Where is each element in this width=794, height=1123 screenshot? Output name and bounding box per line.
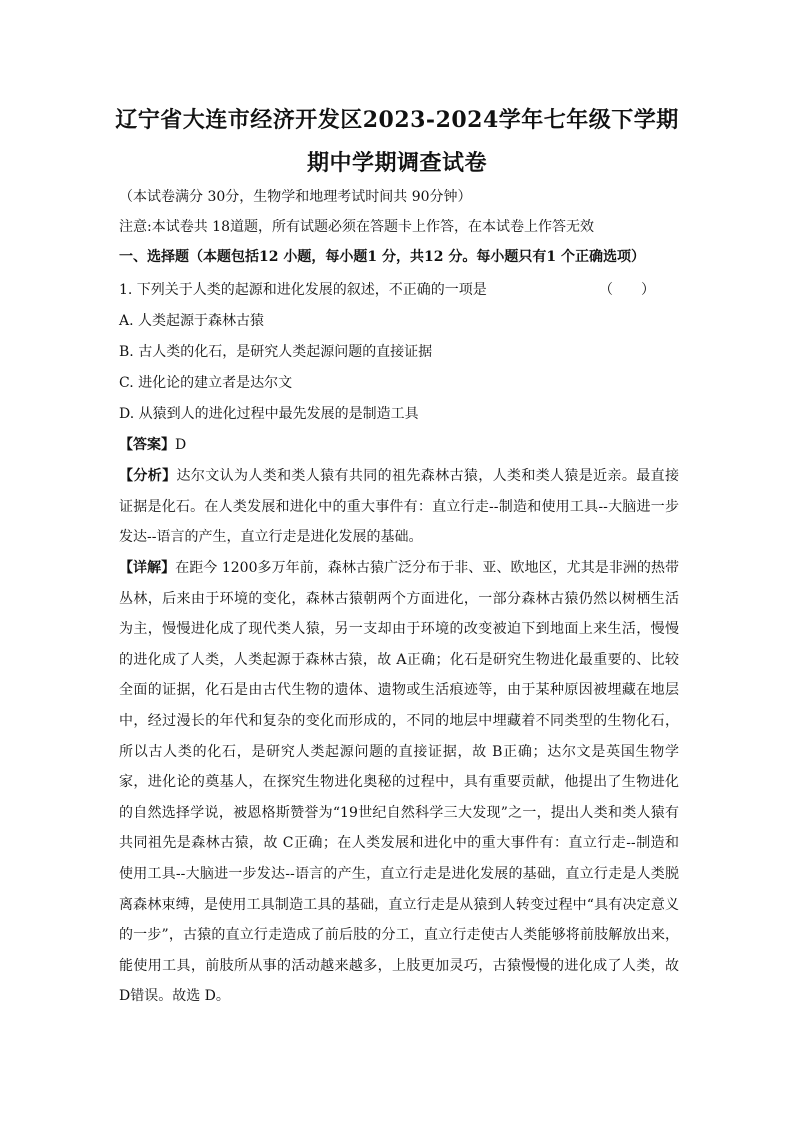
analysis-line: 证据是化石。在人类发展和进化中的重大事件有：直立行走--制造和使用工具--大脑进一步 — [119, 498, 679, 515]
question-1-stem: 1. 下列关于人类的起源和进化发展的叙述，不正确的一项是 — [119, 282, 487, 298]
analysis-line: 发达--语言的产生，直立行走是进化发展的基础。 — [119, 529, 423, 546]
detail-text: 在距今 1200多万年前，森林古猿广泛分布于非、亚、欧地区，尤其是非洲的热带 — [175, 560, 679, 576]
analysis-text: 达尔文认为人类和类人猿有共同的祖先森林古猿，人类和类人猿是近亲。最直接 — [176, 468, 679, 484]
analysis-label: 【分析】 — [119, 468, 177, 484]
detail-paragraph — [119, 553, 679, 1012]
answer-line — [119, 435, 186, 455]
analysis-line — [119, 461, 679, 492]
detail-line: 的一步”，古猿的直立行走造成了前后肢的分工，直立行走使古人类能够将前肢解放出来， — [119, 927, 679, 944]
detail-line: 使用工具--大脑进一步发达--语言的产生，直立行走是进化发展的基础，直立行走是人类脱 — [119, 865, 679, 882]
answer-label: 【答案】 — [119, 437, 175, 453]
document-title-line-1: 辽宁省大连市经济开发区2023-2024学年七年级下学期 — [115, 107, 679, 133]
detail-line: 能使用工具，前肢所从事的活动越来越多，上肢更加灵巧，古猿慢慢的进化成了人类，故 — [119, 957, 679, 974]
detail-line: 中，经过漫长的年代和复杂的变化而形成的，不同的地层中埋藏着不同类型的生物化石， — [119, 712, 679, 729]
analysis-paragraph — [119, 461, 679, 553]
option-d: D. 从猿到人的进化过程中最先发展的是制造工具 — [119, 406, 419, 422]
detail-line: 的进化成了人类，人类起源于森林古猿，故 A正确；化石是研究生物进化最重要的、比较 — [119, 651, 679, 668]
answer-value: D — [175, 437, 187, 453]
detail-line: 丛林，后来由于环境的变化，森林古猿朝两个方面进化，一部分森林古猿仍然以树栖生活 — [119, 590, 679, 607]
detail-label: 【详解】 — [119, 560, 176, 576]
section-heading: 一、选择题（本题包括12 小题，每小题1 分，共12 分。每小题只有1 个正确选项） — [119, 249, 645, 265]
detail-line: 所以古人类的化石，是研究人类起源问题的直接证据，故 B正确；达尔文是英国生物学 — [119, 743, 679, 760]
option-c: C. 进化论的建立者是达尔文 — [119, 375, 293, 391]
detail-line: 离森林束缚，是使用工具制造工具的基础，直立行走是从猿到人转变过程中“具有决定意义 — [119, 896, 679, 913]
detail-line: 家，进化论的奠基人，在探究生物进化奥秘的过程中，具有重要贡献，他提出了生物进化 — [119, 774, 679, 791]
exam-note-score-time: （本试卷满分 30分，生物学和地理考试时间共 90分钟） — [119, 189, 472, 205]
detail-line: 共同祖先是森林古猿，故 C正确；在人类发展和进化中的重大事件有：直立行走--制造和 — [119, 835, 679, 852]
detail-line: D错误。故选 D。 — [119, 988, 230, 1005]
answer-parentheses: （ ） — [599, 282, 655, 298]
document-title-line-2: 期中学期调查试卷 — [306, 150, 487, 176]
detail-line — [119, 553, 679, 584]
option-b: B. 古人类的化石，是研究人类起源问题的直接证据 — [119, 344, 433, 360]
detail-line: 全面的证据，化石是由古代生物的遗体、遗物或生活痕迹等，由于某种原因被埋藏在地层 — [119, 682, 679, 699]
exam-note-instructions: 注意:本试卷共 18道题，所有试题必须在答题卡上作答，在本试卷上作答无效 — [119, 219, 594, 235]
option-a: A. 人类起源于森林古猿 — [119, 313, 265, 329]
detail-line: 的自然选择学说，被恩格斯赞誉为“19世纪自然科学三大发现”之一，提出人类和类人猿有 — [119, 804, 679, 821]
detail-line: 为主，慢慢进化成了现代类人猿，另一支却由于环境的改变被迫下到地面上来生活，慢慢 — [119, 621, 679, 638]
